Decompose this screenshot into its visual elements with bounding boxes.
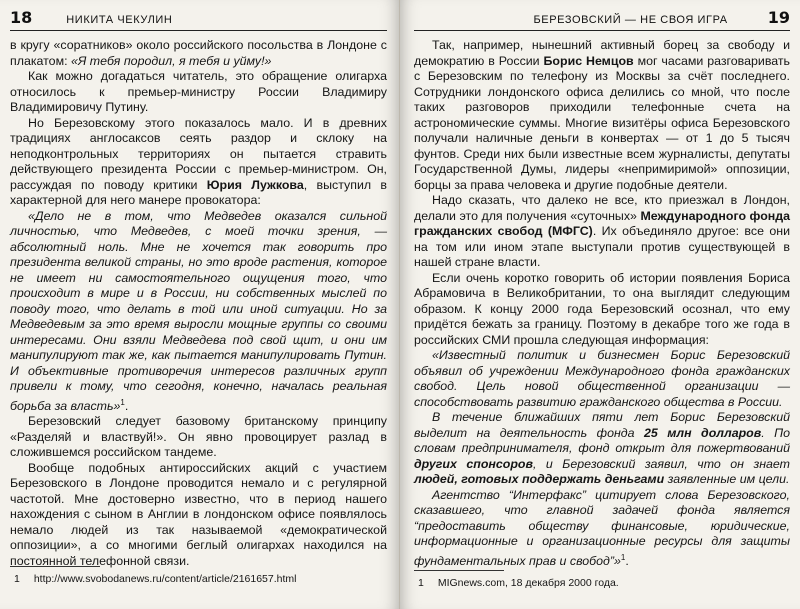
text-run: , и Березовский заявил, что он знает [532, 456, 790, 471]
text-run: мог часами разговаривать с Березовским по телефону из Москвы за счёт последнего. Сотрудники лондонского офиса делились со мной, что после таких разговоров приходили телефонные счета на астрономические суммы. Многие визитёры офиса Березовского получали наличные деньги в конвертах — от 1 до 5 тысяч фунтов. Среди них были известные всем журналисты, депутаты Государственной Думы, лидеры «непримиримой» оппозиции, борцы за права человека и другие подобные деятели. [414, 53, 791, 192]
bold-name: Борис Немцов [543, 53, 634, 68]
text-run: . По словам предпринимателя, фонд открыт для пожертвований [414, 425, 790, 455]
paragraph: Как можно догадаться читатель, это обращение олигарха относилось к премьер-министру России Владимиру Владимировичу Путину. [10, 69, 387, 114]
paragraph: Вообще подобных антироссийских акций с участием Березовского в Лондоне проводится немало и с регулярной частотой. Мне достоверно известно, что в период нашего нахождения с сыном в Англии в лондонском офисе появлялось немало людей из так называемой «демократической оппозиции», а со многими беглый олигархах находился на постоянной телефонной связи. [10, 460, 387, 568]
text-run: . Их объединяло другое: все они на том или ином этапе выступали против существующей в нашей стране власти. [414, 224, 790, 269]
text-run: Но Березовскому этого показалось мало. И в древних традициях англосаксов сеять раздор и склоку на неподконтрольных территориях он пытается стравить действующего президента России с премьер-министром. Он, рассуждая по поводу критики [10, 115, 387, 192]
quote-paragraph: «Известный политик и бизнесмен Борис Березовский объявил об учреждении Международного фонда гражданских свобод. Цель новой общественной организации — способствовать развитию гражданского общества в России. [414, 348, 790, 409]
paragraph [10, 38, 387, 69]
text-run: Так, например, нынешний активный борец за свободу и демократию в России [414, 38, 790, 68]
bold-run: 25 млн долларов [644, 425, 762, 440]
footnote-rule [10, 566, 100, 567]
paragraph [10, 116, 387, 209]
footnote [418, 577, 619, 589]
quote-paragraph [414, 488, 790, 570]
paragraph: Березовский следует базовому британскому принципу «Разделяй и властвуй!». Он явно провоцирует разлад в сложившемся российском тандеме. [10, 414, 387, 460]
running-title: БЕРЕЗОВСКИЙ — НЕ СВОЯ ИГРА [533, 14, 728, 26]
footnote-mark: 1 [418, 577, 424, 589]
text-run: Надо сказать, что далеко не все, кто приезжал в Лондон, делали это для получения «суточных» [414, 193, 790, 223]
text-run: Агентство “Интерфакс” цитирует слова Березовского, сказавшего, что главной задачей фонда является “предоставить обществу финансовые, юридические, информационные и организационные ресурсы для защиты фундаментальных прав и свобод”» [414, 487, 790, 568]
page-number: 19 [767, 8, 790, 27]
footnote-ref: 1 [120, 397, 125, 407]
text-run: . [625, 553, 629, 568]
right-page [400, 0, 800, 609]
left-page-header [10, 8, 387, 31]
footnote-text: MIGnews.com, 18 декабря 2000 года. [437, 577, 619, 589]
footnote-text: http://www.svobodanews.ru/content/article/2161657.html [33, 573, 297, 585]
bold-name: Международного фонда гражданских свобод (МФГС) [414, 208, 790, 238]
bold-run: других спонсоров [414, 456, 533, 471]
paragraph [414, 193, 790, 271]
footnote [14, 573, 297, 585]
text-run: , выступил в характерной для него манере провокатора: [10, 177, 388, 207]
text-run: В течение ближайших пяти лет Борис Березовский выделит на деятельность фонда [414, 410, 790, 440]
right-page-body [414, 38, 790, 569]
text-run: . [124, 398, 129, 413]
left-page-body [10, 38, 387, 569]
text-run: в кругу «соратников» около российского посольства в Лондоне с плакатом: [10, 38, 387, 68]
page-number: 18 [10, 8, 33, 27]
running-title: НИКИТА ЧЕКУЛИН [66, 14, 173, 26]
paragraph [414, 38, 790, 193]
quote-paragraph [10, 209, 387, 415]
bold-run: людей, готовых поддержать деньгами [414, 472, 665, 486]
text-run: заявленные им цели. [664, 472, 790, 486]
footnote-ref: 1 [620, 552, 626, 562]
quote-run: «Я тебя породил, я тебя и уйму!» [70, 53, 272, 68]
quote-paragraph [414, 410, 790, 488]
text-run: «Дело не в том, что Медведев оказался сильной личностью, что Медведев, с моей точки зрения, — абсолютный ноль. Мне не хочется так говорить про президента великой страны, но это вроде растения, которое не имеет ни самостоятельного ощущения того, что происходит в мире и в России, ни собственных мыслей по поводу того, что делать в той или иной ситуации. Но за Медведевым за это время выросли мощные группы со своими интересами. Они взяли Медведева под свой щит, и они им манипулируют так же, как пытается манипулировать Путин. И объективные противоречия интересов различных групп привели к тому, что сегодня, конечно, началась реальная борьба за власть» [10, 208, 387, 413]
paragraph: Если очень коротко говорить об истории появления Бориса Абрамовича в Великобритании, то она выглядит следующим образом. К концу 2000 года Березовский осознал, что ему придётся бежать за границу. Поэтому в декабре того же года в российских СМИ прошла следующая информация: [414, 270, 790, 347]
bold-name: Юрия Лужкова [206, 177, 304, 192]
footnote-mark: 1 [14, 573, 20, 585]
right-page-header [414, 8, 790, 31]
footnote-rule [414, 570, 504, 571]
